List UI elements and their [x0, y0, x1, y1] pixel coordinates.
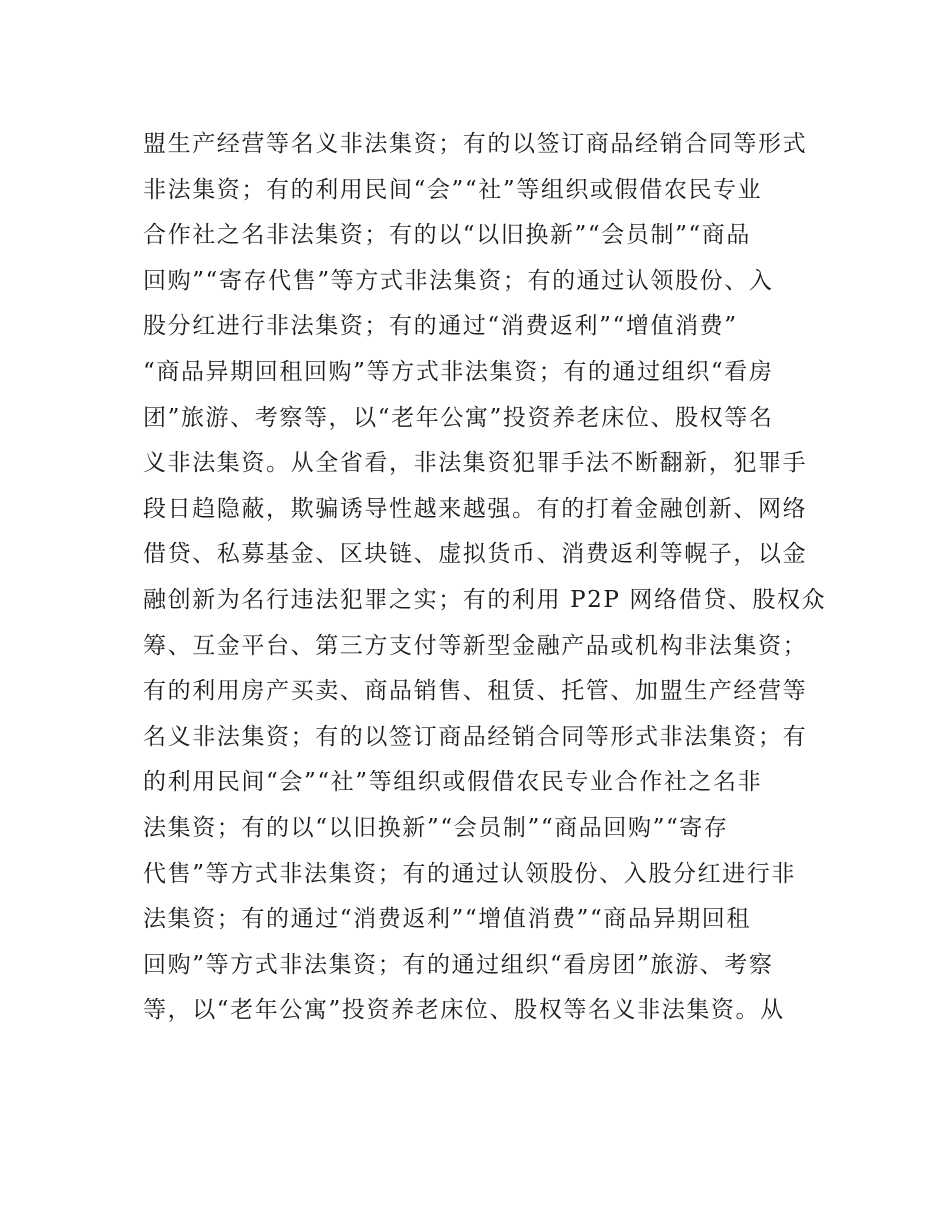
text-line: 义非法集资。从全省看，非法集资犯罪手法不断翻新，犯罪手: [143, 450, 808, 477]
text-line: 代售”等方式非法集资；有的通过认领股份、入股分红进行非: [143, 860, 796, 887]
text-line: “商品异期回租回购”等方式非法集资；有的通过组织“看房: [143, 358, 774, 385]
text-line: 股分红进行非法集资；有的通过“消费返利”“增值消费”: [143, 313, 738, 340]
text-line: 有的利用房产买卖、商品销售、租赁、托管、加盟生产经营等: [143, 678, 808, 705]
text-line: 合作社之名非法集资；有的以“以旧换新”“会员制”“商品: [143, 222, 751, 249]
text-line: 团”旅游、考察等，以“老年公寓”投资养老床位、股权等名: [143, 404, 774, 431]
body-text: [143, 122, 827, 1034]
text-line: 借贷、私募基金、区块链、虚拟货币、消费返利等幌子，以金: [143, 541, 808, 568]
text-line: 法集资；有的通过“消费返利”“增值消费”“商品异期回租: [143, 906, 751, 933]
text-line: 回购”等方式非法集资；有的通过组织“看房团”旅游、考察: [143, 951, 774, 978]
text-line: 非法集资；有的利用民间“会”“社”等组织或假借农民专业: [143, 176, 763, 203]
text-line: 回购”“寄存代售”等方式非法集资；有的通过认领股份、入: [143, 267, 774, 294]
text-line: 法集资；有的以“以旧换新”“会员制”“商品回购”“寄存: [143, 814, 729, 841]
text-line: 名义非法集资；有的以签订商品经销合同等形式非法集资；有: [143, 723, 808, 750]
text-line: 盟生产经营等名义非法集资；有的以签订商品经销合同等形式: [143, 131, 808, 157]
text-line: 筹、互金平台、第三方支付等新型金融产品或机构非法集资；: [143, 632, 808, 659]
text-line: 融创新为名行违法犯罪之实；有的利用 P2P 网络借贷、股权众: [143, 586, 827, 613]
text-line: 的利用民间“会”“社”等组织或假借农民专业合作社之名非: [143, 769, 763, 796]
text-line: 等，以“老年公寓”投资养老床位、股权等名义非法集资。从: [143, 997, 785, 1024]
text-line: 段日趋隐蔽，欺骗诱导性越来越强。有的打着金融创新、网络: [143, 495, 808, 522]
